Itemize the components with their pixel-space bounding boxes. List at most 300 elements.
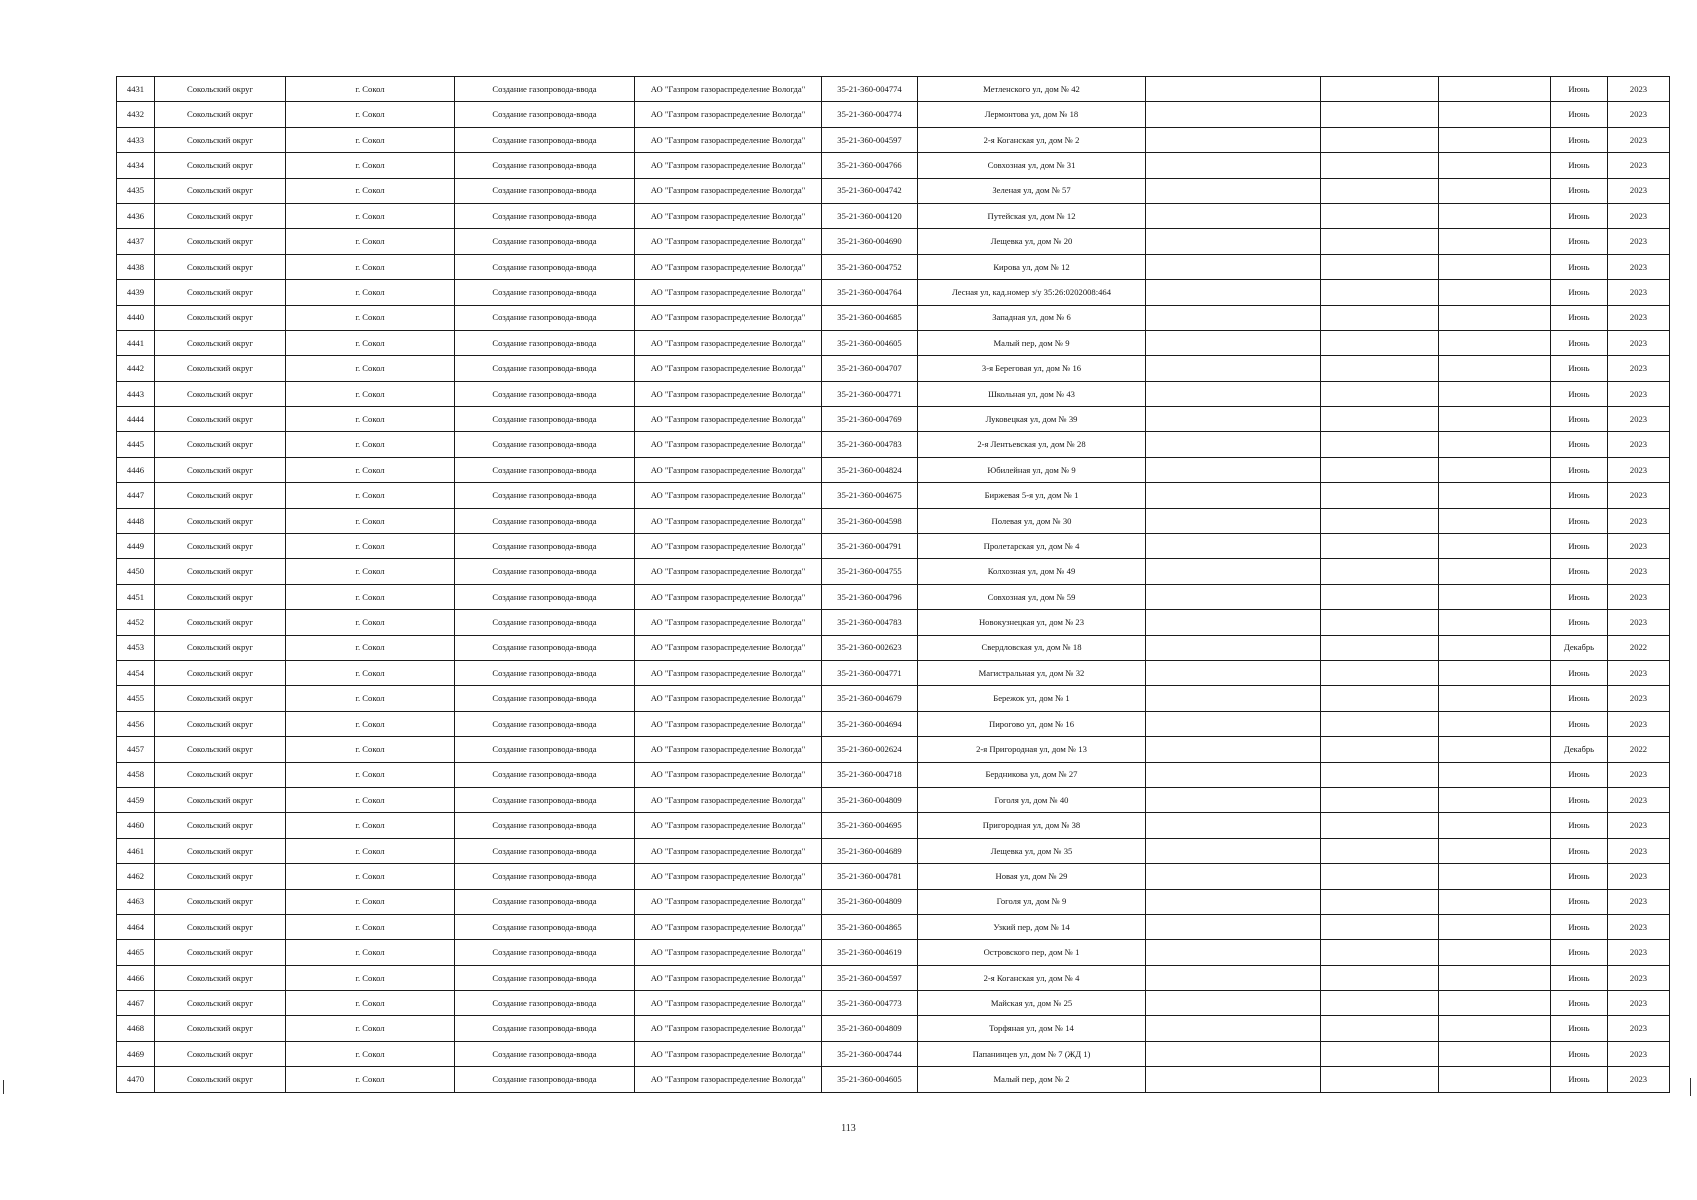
cell-empty [1146,178,1321,203]
cell-organization: АО "Газпром газораспределение Вологда" [635,1067,822,1092]
cell-empty [1439,508,1551,533]
cell-year: 2023 [1608,102,1670,127]
cell-organization: АО "Газпром газораспределение Вологда" [635,229,822,254]
cell-address: 2-я Коганская ул, дом № 4 [918,965,1146,990]
cell-empty [1321,559,1439,584]
table-row [117,813,1670,838]
cell-row-number: 4461 [117,838,155,863]
cell-work-type: Создание газопровода-ввода [455,1016,635,1041]
cell-year: 2023 [1608,203,1670,228]
cell-empty [1439,178,1551,203]
table-row [117,457,1670,482]
cell-city: г. Сокол [286,356,455,381]
cell-city: г. Сокол [286,914,455,939]
cell-empty [1321,356,1439,381]
cell-city: г. Сокол [286,305,455,330]
cell-district: Сокольский округ [155,508,286,533]
cell-year: 2023 [1608,965,1670,990]
cell-address: Свердловская ул, дом № 18 [918,635,1146,660]
cell-year: 2023 [1608,559,1670,584]
cell-row-number: 4431 [117,77,155,102]
cell-city: г. Сокол [286,280,455,305]
cell-organization: АО "Газпром газораспределение Вологда" [635,787,822,812]
cell-empty [1439,153,1551,178]
cell-month: Июнь [1551,813,1608,838]
cell-empty [1146,762,1321,787]
cell-empty [1439,787,1551,812]
cell-organization: АО "Газпром газораспределение Вологда" [635,381,822,406]
cell-work-type: Создание газопровода-ввода [455,534,635,559]
cell-empty [1321,991,1439,1016]
cell-month: Июнь [1551,991,1608,1016]
table-row [117,686,1670,711]
cell-object-code: 35-21-360-002623 [822,635,918,660]
cell-month: Июнь [1551,660,1608,685]
page-number: 113 [841,1123,856,1134]
cell-empty [1146,660,1321,685]
cell-organization: АО "Газпром газораспределение Вологда" [635,127,822,152]
cell-empty [1439,203,1551,228]
cell-district: Сокольский округ [155,102,286,127]
table-row [117,483,1670,508]
cell-empty [1146,407,1321,432]
cell-empty [1439,838,1551,863]
cell-address: Юбилейная ул, дом № 9 [918,457,1146,482]
cell-empty [1439,1067,1551,1092]
cell-organization: АО "Газпром газораспределение Вологда" [635,203,822,228]
cell-city: г. Сокол [286,1016,455,1041]
cell-year: 2023 [1608,940,1670,965]
cell-district: Сокольский округ [155,178,286,203]
cell-empty [1321,330,1439,355]
table-row [117,254,1670,279]
cell-organization: АО "Газпром газораспределение Вологда" [635,407,822,432]
cell-district: Сокольский округ [155,153,286,178]
cell-empty [1321,610,1439,635]
cell-object-code: 35-21-360-004597 [822,127,918,152]
cell-row-number: 4451 [117,584,155,609]
cell-empty [1321,407,1439,432]
cell-district: Сокольский округ [155,813,286,838]
cell-work-type: Создание газопровода-ввода [455,102,635,127]
cell-object-code: 35-21-360-004781 [822,864,918,889]
cell-address: Бердникова ул, дом № 27 [918,762,1146,787]
cell-empty [1146,965,1321,990]
cell-empty [1439,559,1551,584]
cell-empty [1439,534,1551,559]
cell-row-number: 4452 [117,610,155,635]
cell-object-code: 35-21-360-004598 [822,508,918,533]
cell-address: Майская ул, дом № 25 [918,991,1146,1016]
cell-organization: АО "Газпром газораспределение Вологда" [635,660,822,685]
cell-month: Июнь [1551,432,1608,457]
cell-row-number: 4445 [117,432,155,457]
cell-organization: АО "Газпром газораспределение Вологда" [635,102,822,127]
cell-district: Сокольский округ [155,737,286,762]
cell-work-type: Создание газопровода-ввода [455,153,635,178]
cell-address: Бережок ул, дом № 1 [918,686,1146,711]
cell-year: 2023 [1608,660,1670,685]
cell-district: Сокольский округ [155,280,286,305]
cell-organization: АО "Газпром газораспределение Вологда" [635,914,822,939]
cell-empty [1146,584,1321,609]
cell-month: Июнь [1551,381,1608,406]
cell-empty [1439,229,1551,254]
cell-empty [1321,153,1439,178]
table-row [117,1016,1670,1041]
cell-work-type: Создание газопровода-ввода [455,407,635,432]
cell-row-number: 4463 [117,889,155,914]
table-row [117,153,1670,178]
cell-address: 2-я Лентьевская ул, дом № 28 [918,432,1146,457]
cell-organization: АО "Газпром газораспределение Вологда" [635,153,822,178]
cell-city: г. Сокол [286,889,455,914]
cell-work-type: Создание газопровода-ввода [455,584,635,609]
cell-row-number: 4443 [117,381,155,406]
cell-empty [1146,1067,1321,1092]
table-row [117,965,1670,990]
cell-empty [1321,457,1439,482]
cell-object-code: 35-21-360-004774 [822,102,918,127]
cell-month: Июнь [1551,330,1608,355]
cell-district: Сокольский округ [155,584,286,609]
cell-empty [1146,838,1321,863]
cell-year: 2023 [1608,254,1670,279]
cell-year: 2023 [1608,305,1670,330]
cell-work-type: Создание газопровода-ввода [455,330,635,355]
cell-month: Июнь [1551,407,1608,432]
cell-work-type: Создание газопровода-ввода [455,813,635,838]
cell-organization: АО "Газпром газораспределение Вологда" [635,737,822,762]
cell-organization: АО "Газпром газораспределение Вологда" [635,762,822,787]
cell-work-type: Создание газопровода-ввода [455,381,635,406]
cell-object-code: 35-21-360-002624 [822,737,918,762]
cell-month: Июнь [1551,305,1608,330]
cell-empty [1321,584,1439,609]
cell-empty [1146,914,1321,939]
cell-month: Июнь [1551,280,1608,305]
table-body [117,77,1670,1093]
cell-address: Пирогово ул, дом № 16 [918,711,1146,736]
cell-city: г. Сокол [286,432,455,457]
cell-empty [1439,305,1551,330]
cell-district: Сокольский округ [155,965,286,990]
cell-empty [1146,483,1321,508]
cell-district: Сокольский округ [155,762,286,787]
cell-row-number: 4458 [117,762,155,787]
cell-object-code: 35-21-360-004809 [822,787,918,812]
cell-city: г. Сокол [286,178,455,203]
cell-work-type: Создание газопровода-ввода [455,737,635,762]
cell-empty [1439,1016,1551,1041]
cell-work-type: Создание газопровода-ввода [455,457,635,482]
cell-object-code: 35-21-360-004771 [822,381,918,406]
cell-empty [1321,813,1439,838]
cell-month: Июнь [1551,534,1608,559]
cell-work-type: Создание газопровода-ввода [455,432,635,457]
cell-city: г. Сокол [286,153,455,178]
cell-city: г. Сокол [286,229,455,254]
cell-work-type: Создание газопровода-ввода [455,762,635,787]
cell-object-code: 35-21-360-004865 [822,914,918,939]
cell-city: г. Сокол [286,737,455,762]
cell-year: 2023 [1608,762,1670,787]
cell-empty [1321,432,1439,457]
cell-organization: АО "Газпром газораспределение Вологда" [635,457,822,482]
cell-district: Сокольский округ [155,483,286,508]
cell-district: Сокольский округ [155,711,286,736]
scan-edge-mark [1690,1078,1691,1096]
cell-district: Сокольский округ [155,660,286,685]
cell-empty [1146,381,1321,406]
cell-district: Сокольский округ [155,432,286,457]
table-row [117,534,1670,559]
cell-row-number: 4436 [117,203,155,228]
cell-address: Лесная ул, кад.номер з/у 35:26:0202008:464 [918,280,1146,305]
cell-organization: АО "Газпром газораспределение Вологда" [635,889,822,914]
cell-city: г. Сокол [286,381,455,406]
cell-month: Июнь [1551,102,1608,127]
cell-row-number: 4442 [117,356,155,381]
cell-month: Июнь [1551,203,1608,228]
cell-organization: АО "Газпром газораспределение Вологда" [635,559,822,584]
cell-empty [1321,254,1439,279]
cell-empty [1439,965,1551,990]
cell-object-code: 35-21-360-004809 [822,1016,918,1041]
cell-year: 2022 [1608,737,1670,762]
cell-row-number: 4467 [117,991,155,1016]
cell-city: г. Сокол [286,102,455,127]
cell-empty [1321,178,1439,203]
cell-month: Июнь [1551,457,1608,482]
cell-object-code: 35-21-360-004744 [822,1041,918,1066]
cell-object-code: 35-21-360-004605 [822,330,918,355]
cell-city: г. Сокол [286,508,455,533]
cell-object-code: 35-21-360-004766 [822,153,918,178]
cell-organization: АО "Газпром газораспределение Вологда" [635,864,822,889]
cell-city: г. Сокол [286,203,455,228]
cell-empty [1439,330,1551,355]
cell-row-number: 4455 [117,686,155,711]
cell-district: Сокольский округ [155,1016,286,1041]
cell-work-type: Создание газопровода-ввода [455,965,635,990]
cell-month: Июнь [1551,356,1608,381]
cell-object-code: 35-21-360-004783 [822,432,918,457]
cell-empty [1146,889,1321,914]
cell-city: г. Сокол [286,686,455,711]
cell-city: г. Сокол [286,965,455,990]
registry-sheet [116,76,1669,1093]
cell-empty [1146,229,1321,254]
cell-year: 2023 [1608,813,1670,838]
cell-empty [1439,635,1551,660]
cell-work-type: Создание газопровода-ввода [455,203,635,228]
cell-address: Биржевая 5-я ул, дом № 1 [918,483,1146,508]
cell-row-number: 4462 [117,864,155,889]
cell-month: Июнь [1551,153,1608,178]
cell-address: 3-я Береговая ул, дом № 16 [918,356,1146,381]
cell-city: г. Сокол [286,483,455,508]
cell-object-code: 35-21-360-004752 [822,254,918,279]
cell-district: Сокольский округ [155,914,286,939]
cell-district: Сокольский округ [155,864,286,889]
cell-row-number: 4439 [117,280,155,305]
cell-organization: АО "Газпром газораспределение Вологда" [635,330,822,355]
cell-empty [1439,889,1551,914]
cell-year: 2023 [1608,914,1670,939]
cell-empty [1439,127,1551,152]
cell-address: Совхозная ул, дом № 59 [918,584,1146,609]
cell-organization: АО "Газпром газораспределение Вологда" [635,686,822,711]
cell-empty [1321,102,1439,127]
cell-object-code: 35-21-360-004742 [822,178,918,203]
cell-work-type: Создание газопровода-ввода [455,711,635,736]
table-row [117,381,1670,406]
cell-empty [1439,77,1551,102]
cell-year: 2023 [1608,153,1670,178]
cell-district: Сокольский округ [155,254,286,279]
cell-year: 2023 [1608,483,1670,508]
cell-work-type: Создание газопровода-ввода [455,1041,635,1066]
cell-organization: АО "Газпром газораспределение Вологда" [635,280,822,305]
cell-work-type: Создание газопровода-ввода [455,559,635,584]
cell-district: Сокольский округ [155,787,286,812]
cell-empty [1146,280,1321,305]
cell-organization: АО "Газпром газораспределение Вологда" [635,432,822,457]
table-row [117,1041,1670,1066]
cell-district: Сокольский округ [155,838,286,863]
cell-empty [1321,711,1439,736]
cell-empty [1321,737,1439,762]
cell-work-type: Создание газопровода-ввода [455,889,635,914]
cell-city: г. Сокол [286,127,455,152]
cell-empty [1439,432,1551,457]
cell-address: Гоголя ул, дом № 9 [918,889,1146,914]
cell-district: Сокольский округ [155,559,286,584]
table-row [117,737,1670,762]
cell-month: Декабрь [1551,635,1608,660]
cell-district: Сокольский округ [155,203,286,228]
cell-address: Колхозная ул, дом № 49 [918,559,1146,584]
cell-empty [1321,305,1439,330]
cell-month: Июнь [1551,914,1608,939]
cell-month: Июнь [1551,940,1608,965]
cell-empty [1146,686,1321,711]
cell-year: 2023 [1608,127,1670,152]
cell-organization: АО "Газпром газораспределение Вологда" [635,483,822,508]
cell-address: Западная ул, дом № 6 [918,305,1146,330]
cell-empty [1146,813,1321,838]
cell-empty [1439,660,1551,685]
cell-row-number: 4448 [117,508,155,533]
table-row [117,711,1670,736]
cell-year: 2023 [1608,508,1670,533]
cell-row-number: 4434 [117,153,155,178]
cell-organization: АО "Газпром газораспределение Вологда" [635,940,822,965]
cell-address: Путейская ул, дом № 12 [918,203,1146,228]
cell-empty [1321,280,1439,305]
cell-object-code: 35-21-360-004718 [822,762,918,787]
cell-empty [1321,660,1439,685]
cell-year: 2023 [1608,280,1670,305]
cell-city: г. Сокол [286,940,455,965]
cell-row-number: 4459 [117,787,155,812]
cell-city: г. Сокол [286,534,455,559]
cell-work-type: Создание газопровода-ввода [455,483,635,508]
cell-organization: АО "Газпром газораспределение Вологда" [635,356,822,381]
cell-empty [1146,737,1321,762]
cell-row-number: 4457 [117,737,155,762]
table-row [117,762,1670,787]
cell-empty [1146,991,1321,1016]
cell-address: Лермонтова ул, дом № 18 [918,102,1146,127]
table-row [117,660,1670,685]
cell-empty [1146,1041,1321,1066]
table-row [117,838,1670,863]
cell-work-type: Создание газопровода-ввода [455,787,635,812]
scan-edge-mark [3,1080,4,1094]
cell-organization: АО "Газпром газораспределение Вологда" [635,254,822,279]
cell-year: 2023 [1608,711,1670,736]
cell-organization: АО "Газпром газораспределение Вологда" [635,178,822,203]
cell-month: Июнь [1551,762,1608,787]
table-row [117,559,1670,584]
cell-address: Совхозная ул, дом № 31 [918,153,1146,178]
registry-table [116,76,1670,1093]
cell-empty [1439,914,1551,939]
cell-address: Магистральная ул, дом № 32 [918,660,1146,685]
cell-address: Узкий пер, дом № 14 [918,914,1146,939]
cell-empty [1321,635,1439,660]
cell-year: 2023 [1608,229,1670,254]
cell-empty [1439,991,1551,1016]
cell-month: Июнь [1551,1041,1608,1066]
cell-month: Июнь [1551,178,1608,203]
cell-address: Пролетарская ул, дом № 4 [918,534,1146,559]
cell-object-code: 35-21-360-004764 [822,280,918,305]
cell-organization: АО "Газпром газораспределение Вологда" [635,1016,822,1041]
cell-empty [1321,838,1439,863]
cell-district: Сокольский округ [155,457,286,482]
cell-empty [1146,457,1321,482]
cell-empty [1439,1041,1551,1066]
cell-month: Июнь [1551,1016,1608,1041]
cell-address: Папанинцев ул, дом № 7 (ЖД 1) [918,1041,1146,1066]
cell-empty [1146,1016,1321,1041]
cell-year: 2023 [1608,77,1670,102]
cell-city: г. Сокол [286,1067,455,1092]
cell-month: Июнь [1551,584,1608,609]
table-row [117,914,1670,939]
cell-empty [1439,381,1551,406]
cell-district: Сокольский округ [155,1067,286,1092]
cell-row-number: 4468 [117,1016,155,1041]
cell-row-number: 4470 [117,1067,155,1092]
cell-work-type: Создание газопровода-ввода [455,229,635,254]
cell-row-number: 4453 [117,635,155,660]
cell-work-type: Создание газопровода-ввода [455,991,635,1016]
cell-object-code: 35-21-360-004690 [822,229,918,254]
cell-address: 2-я Коганская ул, дом № 2 [918,127,1146,152]
cell-year: 2023 [1608,534,1670,559]
cell-city: г. Сокол [286,77,455,102]
cell-empty [1146,940,1321,965]
table-row [117,584,1670,609]
cell-city: г. Сокол [286,457,455,482]
cell-empty [1321,483,1439,508]
cell-organization: АО "Газпром газораспределение Вологда" [635,584,822,609]
cell-month: Июнь [1551,508,1608,533]
